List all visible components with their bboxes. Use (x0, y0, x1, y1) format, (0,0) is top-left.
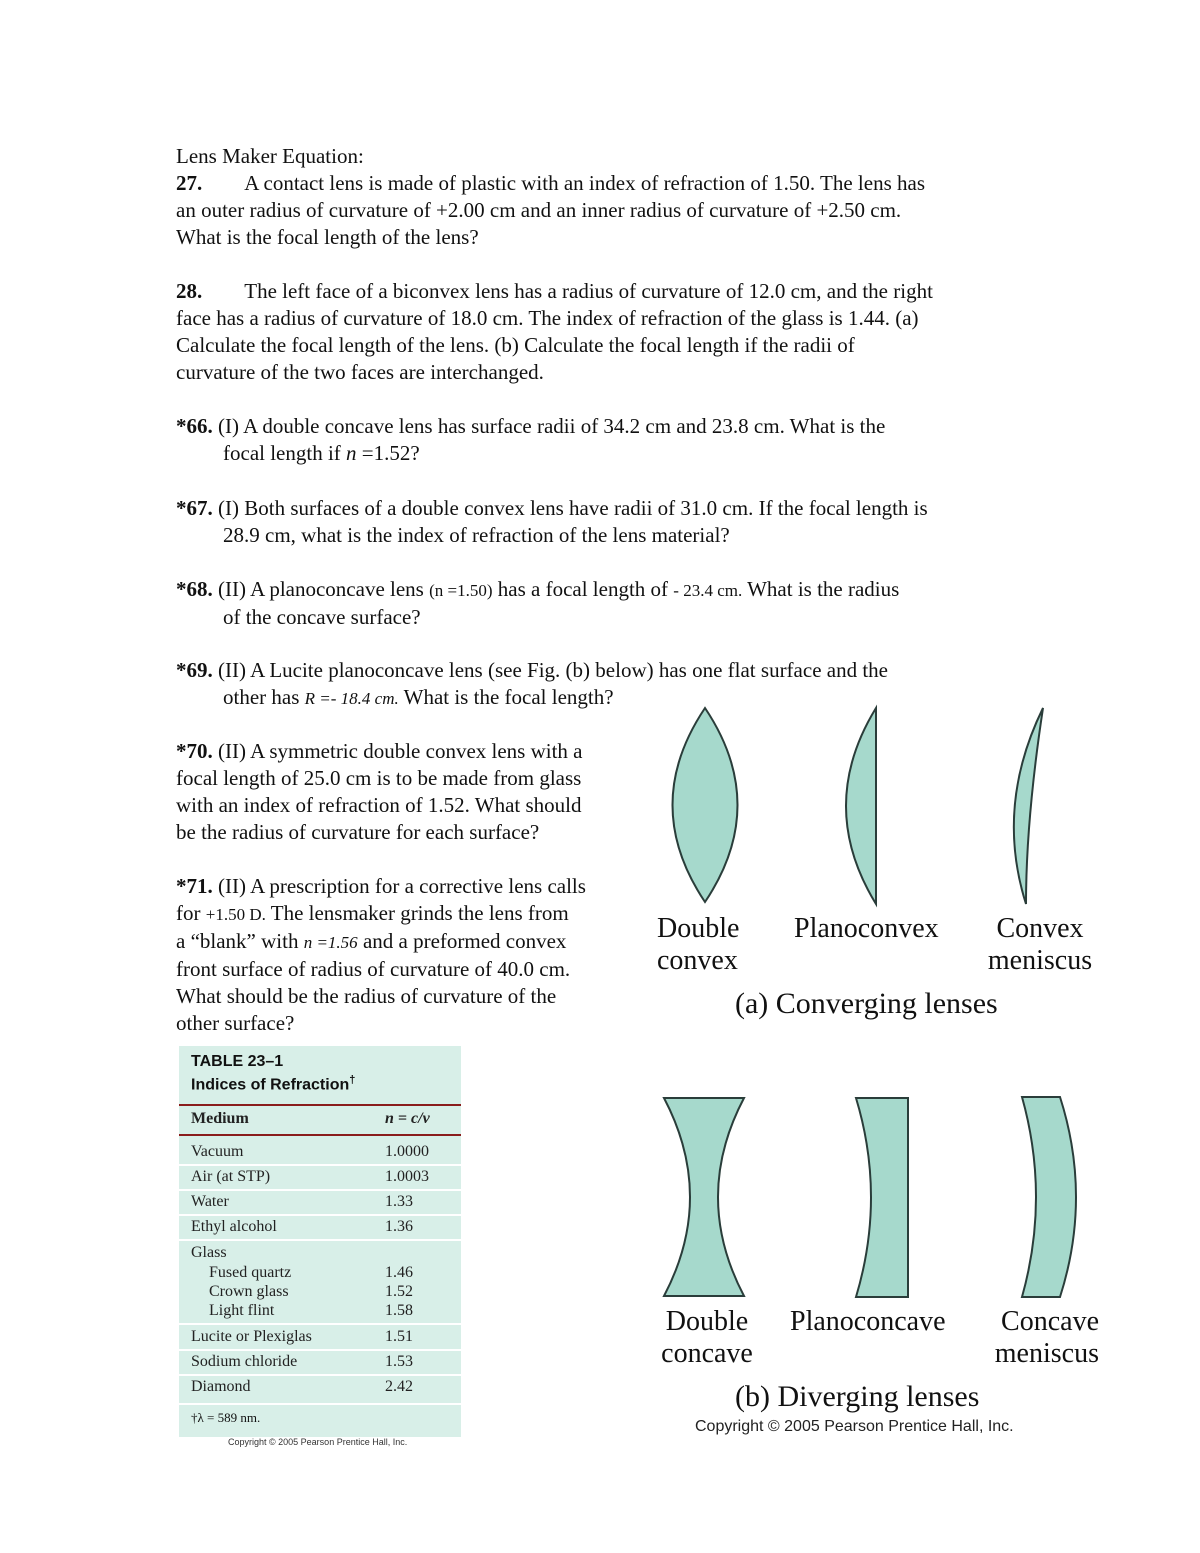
problem-number: *70. (176, 739, 213, 763)
problem-text: What is the focal length? (398, 685, 614, 709)
medium-cell: Fused quartz (209, 1264, 292, 1281)
section-heading: Lens Maker Equation: (176, 144, 364, 168)
medium-cell: Light flint (209, 1302, 275, 1319)
index-cell: 1.58 (385, 1302, 413, 1319)
dagger-mark: † (349, 1074, 356, 1086)
label-double-convex: Double convex (657, 913, 740, 976)
row-separator (179, 1239, 461, 1241)
problem-text: has a focal length of (492, 577, 674, 601)
row-separator (179, 1374, 461, 1376)
label-planoconvex: Planoconvex (794, 913, 939, 944)
table-copyright: Copyright © 2005 Pearson Prentice Hall, Inc. (228, 1437, 408, 1447)
problem-number: 27. (176, 171, 203, 195)
power-expression: +1.50 D. (205, 905, 266, 924)
problem-text: (II) A symmetric double convex lens with a (218, 739, 583, 763)
index-cell: 1.0000 (385, 1143, 429, 1160)
problem-text: an outer radius of curvature of +2.00 cm and an inner radius of curvature of +2.50 cm. (176, 198, 902, 222)
problem-text: (I) Both surfaces of a double convex lens have radii of 31.0 cm. If the focal length is (218, 496, 928, 520)
problem-number: *66. (176, 414, 213, 438)
table-rule (179, 1134, 461, 1136)
problem-28 (176, 278, 1056, 386)
problem-text: The left face of a biconvex lens has a radius of curvature of 12.0 cm, and the right (244, 279, 933, 303)
problem-text: 28.9 cm, what is the index of refraction of the lens material? (223, 523, 730, 547)
figure-copyright: Copyright © 2005 Pearson Prentice Hall, Inc. (695, 1418, 1014, 1435)
problem-text: What should be the radius of curvature of the (176, 984, 557, 1008)
radius-expression: R =- 18.4 cm. (304, 689, 399, 708)
index-cell: 1.53 (385, 1353, 413, 1370)
row-separator (179, 1323, 461, 1325)
double-convex-lens (673, 708, 738, 902)
problem-text: (I) A double concave lens has surface radii of 34.2 cm and 23.8 cm. What is the (218, 414, 886, 438)
label-planoconcave: Planoconcave (790, 1306, 946, 1337)
problem-text: (II) A Lucite planoconcave lens (see Fig. (b) below) has one flat surface and the (218, 658, 888, 682)
double-concave-lens (664, 1098, 744, 1296)
row-separator (179, 1164, 461, 1166)
problem-text: a “blank” with (176, 929, 304, 953)
table-footnote: †λ = 589 nm. (191, 1410, 261, 1425)
problem-text: focal length if (223, 441, 347, 465)
problem-text: focal length of 25.0 cm is to be made from glass (176, 766, 582, 790)
problem-text: and a preformed convex (357, 929, 567, 953)
problem-68 (176, 576, 1056, 631)
problem-text: be the radius of curvature for each surface? (176, 820, 540, 844)
index-cell: 1.52 (385, 1283, 413, 1300)
index-cell: 1.33 (385, 1193, 413, 1210)
problem-text: curvature of the two faces are interchanged. (176, 360, 544, 384)
label-concave-meniscus: Concave meniscus (994, 1306, 1099, 1369)
medium-cell: Sodium chloride (191, 1353, 298, 1370)
problem-text: with an index of refraction of 1.52. What should (176, 793, 582, 817)
problem-number: *69. (176, 658, 213, 682)
row-separator (179, 1349, 461, 1351)
problem-text: A contact lens is made of plastic with an index of refraction of 1.50. The lens has (244, 171, 926, 195)
row-separator (179, 1214, 461, 1216)
problem-text: other has (223, 685, 305, 709)
lens-figure (640, 700, 1120, 1400)
problem-text: face has a radius of curvature of 18.0 cm. The index of refraction of the glass is 1.44. (a) (176, 306, 919, 330)
problem-66 (176, 413, 1056, 467)
problem-number: *71. (176, 874, 213, 898)
index-cell: 2.42 (385, 1378, 413, 1395)
medium-cell: Ethyl alcohol (191, 1218, 277, 1235)
row-separator (179, 1403, 461, 1405)
index-expression: (n =1.50) (429, 581, 493, 600)
problem-text: The lensmaker grinds the lens from (265, 901, 569, 925)
problem-text: other surface? (176, 1011, 295, 1035)
medium-cell: Crown glass (209, 1283, 289, 1300)
table-rule (179, 1104, 461, 1106)
index-cell: 1.0003 (385, 1168, 429, 1185)
problem-text: =1.52? (356, 441, 420, 465)
focal-length-expression: - 23.4 cm. (673, 581, 743, 600)
index-cell: 1.36 (385, 1218, 413, 1235)
caption-diverging: (b) Diverging lenses (735, 1380, 980, 1413)
problem-number: *67. (176, 496, 213, 520)
table-title (179, 1046, 461, 1102)
index-expression: n =1.56 (303, 933, 358, 952)
index-cell: 1.51 (385, 1328, 413, 1345)
medium-cell: Air (at STP) (191, 1168, 271, 1185)
row-separator (179, 1189, 461, 1191)
refraction-index-table (179, 1046, 461, 1437)
index-cell: 1.46 (385, 1264, 413, 1281)
problem-text: for (176, 901, 206, 925)
column-header-n: n = c/v (385, 1110, 430, 1127)
problem-text: (II) A planoconcave lens (218, 577, 430, 601)
concave-meniscus-lens (1022, 1097, 1076, 1297)
planoconcave-lens (856, 1098, 908, 1297)
problem-70 (176, 738, 646, 846)
problem-text: (II) A prescription for a corrective lens calls (218, 874, 586, 898)
problem-text: What is the focal length of the lens? (176, 225, 479, 249)
problem-67 (176, 495, 1056, 549)
problem-text: front surface of radius of curvature of 40.0 cm. (176, 957, 571, 981)
medium-cell: Vacuum (191, 1143, 244, 1160)
label-convex-meniscus: Convex meniscus (987, 913, 1093, 976)
label-double-concave: Double concave (661, 1306, 753, 1369)
medium-cell: Lucite or Plexiglas (191, 1328, 312, 1345)
problem-number: 28. (176, 279, 203, 303)
medium-cell: Water (191, 1193, 229, 1210)
medium-cell: Diamond (191, 1378, 251, 1395)
problem-27 (176, 170, 1056, 251)
problem-text: Calculate the focal length of the lens. (b) Calculate the focal length if the radii of (176, 333, 855, 357)
problem-71 (176, 873, 646, 1037)
n-symbol: n (346, 441, 357, 465)
problem-number: *68. (176, 577, 213, 601)
table-number: TABLE 23–1 (191, 1053, 284, 1070)
problem-text: What is the radius (742, 577, 900, 601)
caption-converging: (a) Converging lenses (735, 987, 998, 1020)
table-subtitle: Indices of Refraction (191, 1076, 350, 1094)
problem-text: of the concave surface? (223, 605, 421, 629)
planoconvex-lens (846, 708, 876, 904)
medium-cell: Glass (191, 1244, 227, 1261)
column-header-medium: Medium (191, 1110, 249, 1127)
convex-meniscus-lens (1014, 708, 1043, 904)
